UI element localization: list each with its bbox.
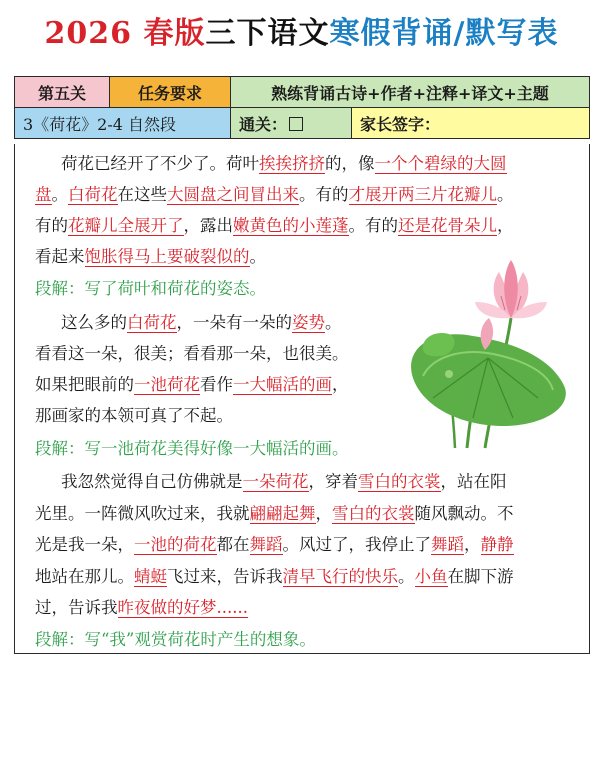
highlighted-phrase: 舞蹈 — [249, 535, 283, 554]
highlighted-phrase: 雪白的衣裳 — [358, 472, 441, 491]
text-line — [35, 373, 349, 397]
highlighted-phrase: 才展开两三片花瓣儿 — [348, 185, 497, 204]
text-segment: 。 — [398, 567, 415, 586]
highlighted-phrase: 白荷花 — [127, 313, 177, 332]
text-line — [35, 214, 514, 238]
highlighted-phrase: 清早飞行的快乐 — [282, 567, 398, 586]
text-segment: ， — [497, 216, 514, 235]
highlighted-phrase: 雪白的衣裳 — [332, 504, 415, 523]
text-segment: 光里。一阵微风吹过来，我就 — [35, 504, 250, 523]
text-segment: 地站在那儿。 — [35, 567, 134, 586]
highlighted-phrase: 一大幅活的画 — [233, 375, 332, 394]
text-line — [35, 502, 514, 526]
text-line — [35, 596, 248, 620]
text-segment: 有的 — [35, 216, 68, 235]
text-segment: ， — [315, 504, 332, 523]
text-line — [61, 470, 507, 494]
text-segment: 我忽然觉得自己仿佛就是 — [61, 472, 243, 491]
text-line — [35, 533, 514, 557]
text-line — [61, 311, 342, 335]
highlighted-phrase: 一池的荷花 — [134, 535, 217, 554]
text-segment: ，穿着 — [308, 472, 358, 491]
highlighted-phrase: 一朵荷花 — [242, 472, 309, 491]
title-year: 2026 — [44, 16, 144, 51]
highlighted-phrase: 一池荷花 — [134, 375, 200, 394]
title-topic: 寒假背诵/默写表 — [329, 16, 559, 51]
text-line — [35, 245, 266, 269]
task-header-table — [14, 76, 590, 139]
text-segment: ，一朵有一朵的 — [176, 313, 292, 332]
pass-label: 通关： — [239, 114, 288, 134]
page-title — [0, 8, 603, 52]
text-segment: 。 — [497, 185, 514, 204]
title-grade-subject: 三下语文 — [205, 16, 330, 51]
text-segment: 如果把眼前的 — [35, 375, 134, 394]
highlighted-phrase: 小鱼 — [414, 567, 448, 586]
paragraph-explanation — [35, 628, 316, 652]
highlighted-phrase: 姿势 — [292, 313, 325, 332]
text-line — [35, 183, 514, 207]
highlighted-phrase: 静静 — [480, 535, 514, 554]
paragraph-explanation — [35, 437, 349, 461]
highlighted-phrase: 嫩黄色的小莲蓬 — [233, 216, 349, 235]
text-line — [35, 404, 233, 428]
text-segment: 。有的 — [348, 216, 398, 235]
text-segment: 在脚下游 — [447, 567, 514, 586]
text-segment: 在这些 — [117, 185, 167, 204]
text-segment: ， — [332, 375, 349, 394]
lotus-illustration — [393, 258, 573, 450]
text-segment: 看看这一朵，很美；看看那一朵，也很美。 — [35, 344, 349, 363]
text-segment: 那画家的本领可真了不起。 — [35, 406, 233, 425]
section-cell: 3《荷花》2-4 自然段 — [15, 108, 231, 139]
text-segment: 。 — [249, 247, 266, 266]
text-line — [35, 342, 349, 366]
text-segment: 飞过来，告诉我 — [167, 567, 283, 586]
text-segment: ，露出 — [183, 216, 233, 235]
parent-sign-cell: 家长签字： — [352, 108, 590, 139]
highlighted-phrase: 大圆盘之间冒出来 — [167, 185, 299, 204]
highlighted-phrase: 饱胀得马上要破裂似的 — [84, 247, 250, 266]
highlighted-phrase: 蜻蜓 — [134, 567, 167, 586]
text-segment: 。风过了，我停止了 — [282, 535, 431, 554]
highlighted-phrase: 白荷花 — [68, 185, 118, 204]
explanation-text: 段解：写一池荷花美得好像一大幅活的画。 — [35, 439, 349, 458]
text-segment: 光是我一朵， — [35, 535, 134, 554]
highlighted-phrase: 花瓣儿全展开了 — [68, 216, 184, 235]
level-cell: 第五关 — [15, 77, 110, 108]
explanation-text: 段解：写了荷叶和荷花的姿态。 — [35, 279, 266, 298]
task-text-cell: 熟练背诵古诗+作者+注释+译文+主题 — [231, 77, 590, 108]
text-segment: ，站在阳 — [440, 472, 507, 491]
highlighted-phrase: 昨夜做的好梦...... — [117, 598, 248, 617]
text-segment: 。 — [325, 313, 342, 332]
text-segment: 看起来 — [35, 247, 85, 266]
pass-cell — [231, 108, 352, 139]
text-segment: 。 — [51, 185, 68, 204]
explanation-text: 段解：写“我”观赏荷花时产生的想象。 — [35, 630, 316, 649]
text-segment: 的，像 — [325, 154, 375, 173]
text-segment: 过，告诉我 — [35, 598, 118, 617]
highlighted-phrase: 挨挨挤挤 — [259, 154, 325, 173]
text-segment: 。有的 — [299, 185, 349, 204]
text-segment: ， — [464, 535, 481, 554]
text-segment: 都在 — [216, 535, 250, 554]
text-line — [35, 565, 514, 589]
text-segment: 看作 — [200, 375, 233, 394]
highlighted-phrase: 翩翩起舞 — [249, 504, 316, 523]
text-segment: 这么多的 — [61, 313, 127, 332]
highlighted-phrase: 舞蹈 — [431, 535, 464, 554]
pass-checkbox[interactable] — [289, 117, 303, 131]
text-segment: 荷花已经开了不少了。荷叶 — [61, 154, 259, 173]
task-label-cell: 任务要求 — [110, 77, 231, 108]
highlighted-phrase: 盘 — [35, 185, 52, 204]
text-line — [61, 152, 507, 176]
highlighted-phrase: 还是花骨朵儿 — [398, 216, 497, 235]
highlighted-phrase: 一个个碧绿的大圆 — [374, 154, 507, 173]
title-edition: 春版 — [143, 16, 206, 51]
text-segment: 随风飘动。不 — [414, 504, 514, 523]
paragraph-explanation — [35, 277, 266, 301]
